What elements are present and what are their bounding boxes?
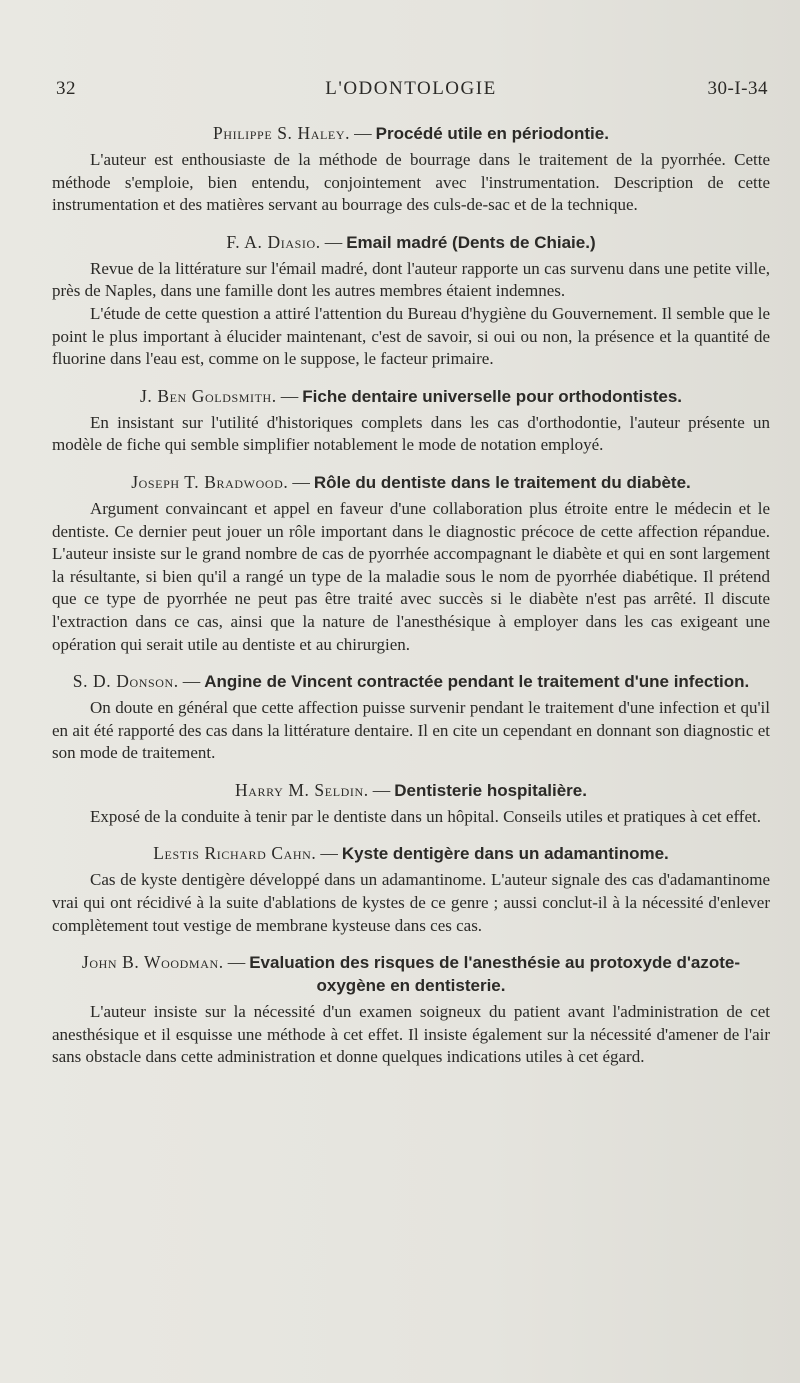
article-title: Procédé utile en périodontie. — [375, 124, 609, 143]
article-title: Angine de Vincent contractée pendant le traitement d'une infection. — [204, 672, 750, 692]
article-paragraph: Argument convaincant et appel en faveur d'une collaboration plus étroite entre le médecin et le dentiste. Ce dernier peut jouer un rôle important dans le diagnostic précoce de cette affection répandue. L'auteur insiste sur le grand nombre de cas de pyorrhée accompagnant le diabète et qui en sont largement la résultante, si bien qu'il a rangé un type de la maladie sous le nom de pyorrhée diabétique. Il prétend que ce type de pyorrhée ne peut pas être traité avec succès si le diabète n'est pas arrêté. Il discute l'extraction dans ce cas, ainsi que la nature de l'anesthésique à employer dans les cas exigeant une opération qui serait utile au dentiste et au chirurgien. — [52, 498, 770, 654]
heading-dash: — — [320, 843, 338, 864]
article-bradwood — [52, 471, 770, 656]
article-author: Harry M. Seldin. — [235, 779, 369, 800]
article-paragraph: On doute en général que cette affection puisse survenir pendant le traitement d'une infection et qu'il en ait été rapporté des cas dans la littérature dentaire. Il en cite un cependant en donnant son diagnostic et son mode de traitement. — [52, 698, 770, 763]
article-author: Joseph T. Bradwood. — [131, 471, 289, 492]
article-cahn — [52, 842, 770, 937]
article-author: F. A. Diasio. — [226, 231, 321, 252]
article-heading — [52, 951, 770, 997]
article-title: Evaluation des risques de l'anesthésie au protoxyde d'azote-oxygène en dentisterie. — [249, 953, 741, 996]
article-paragraph: L'auteur est enthousiaste de la méthode de bourrage dans le traitement de la pyorrhée. Cette méthode s'emploie, bien entendu, conjointement avec l'instrumentation. Description de cette instrumentation et des matières servant au bourrage des culs-de-sac et de la technique. — [52, 150, 770, 215]
heading-dash: — — [354, 123, 372, 143]
article-paragraph: Cas de kyste dentigère développé dans un adamantinome. L'auteur signale des cas d'adamantinome vrai qui ont récidivé à la suite d'ablations de kystes de ce genre ; aussi conclut-il à la nécessité d'enlever complètement tout vestige de membrane kysteuse dans ces cas. — [52, 870, 770, 935]
heading-dash: — — [372, 779, 391, 800]
article-author: S. D. Donson. — [72, 671, 179, 692]
article-heading — [52, 670, 770, 693]
article-goldsmith — [52, 385, 770, 457]
article-haley — [52, 122, 770, 217]
article-heading — [52, 842, 770, 865]
article-author: J. Ben Goldsmith. — [139, 385, 277, 406]
article-heading — [52, 385, 770, 408]
heading-dash: — — [292, 471, 310, 492]
article-title: Kyste dentigère dans un adamantinome. — [341, 844, 669, 864]
article-heading — [52, 471, 770, 494]
article-paragraph: En insistant sur l'utilité d'historiques complets dans les cas d'orthodontie, l'auteur présente un modèle de fiche qui semble simplifier notablement le mode de notation employé. — [52, 412, 770, 455]
article-paragraph: Revue de la littérature sur l'émail madré, dont l'auteur rapporte un cas survenu dans une petite ville, près de Naples, dans une famille dont les autres membres étaient indemnes. — [52, 258, 770, 301]
article-author: Philippe S. Haley. — [213, 123, 351, 143]
article-title: Email madré (Dents de Chiaie.) — [346, 232, 596, 252]
journal-title: L'ODONTOLOGIE — [325, 78, 497, 99]
article-title: Rôle du dentiste dans le traitement du diabète. — [313, 472, 691, 492]
article-donson — [52, 670, 770, 765]
heading-dash: — — [324, 231, 343, 252]
article-author: John B. Woodman. — [81, 952, 224, 973]
article-title: Dentisterie hospitalière. — [394, 780, 587, 800]
issue-date: 30-I-34 — [707, 78, 768, 99]
article-heading — [52, 779, 770, 802]
article-paragraph: L'auteur insiste sur la nécessité d'un examen soigneux du patient avant l'administration de cet anesthésique et il esquisse une méthode à cet effet. Il insiste également sur la nécessité d'amener de l'air sans obstacle dans cette administration et donne quelques indications utiles à cet égard. — [52, 1002, 770, 1067]
heading-dash: — — [182, 671, 201, 692]
article-seldin — [52, 779, 770, 829]
page-number: 32 — [56, 78, 76, 99]
article-paragraph: L'étude de cette question a attiré l'attention du Bureau d'hygiène du Gouvernement. Il semble que le point le plus important à élucider maintenant, c'est de savoir, si oui ou non, la présence et la quantité de fluorine dans l'eau est, comme on le suppose, le facteur primaire. — [52, 303, 770, 369]
article-heading — [52, 122, 770, 145]
article-title: Fiche dentaire universelle pour orthodontistes. — [302, 386, 683, 406]
heading-dash: — — [227, 952, 246, 973]
article-paragraph: Exposé de la conduite à tenir par le dentiste dans un hôpital. Conseils utiles et pratiques à cet effet. — [90, 806, 761, 826]
article-author: Lestis Richard Cahn. — [153, 843, 317, 864]
heading-dash: — — [280, 385, 299, 406]
page-header — [52, 78, 770, 108]
article-diasio — [52, 231, 770, 371]
article-heading — [52, 231, 770, 254]
article-woodman — [52, 951, 770, 1069]
